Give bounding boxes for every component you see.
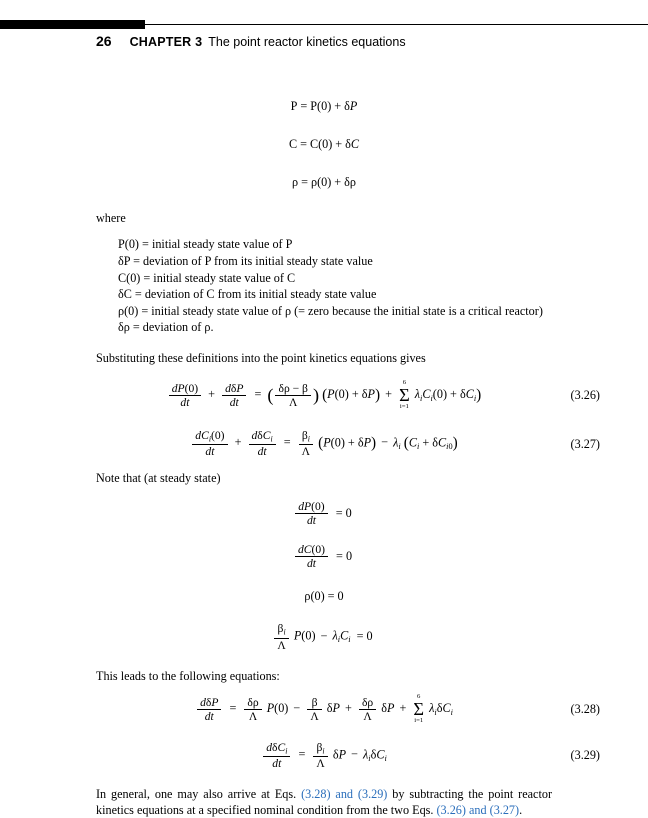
header-hairline [145,24,648,25]
equation-reference-link[interactable]: (3.28) and (3.29) [301,786,388,801]
equation-number: (3.27) [570,436,600,451]
closing-text-1: In general, one may also arrive at Eqs. [96,786,302,801]
note-line: Note that (at steady state) [96,471,221,486]
definition-item: P(0) = initial steady state value of P [118,237,293,252]
page-content [96,78,600,818]
equation-reference-link[interactable]: (3.26) and (3.27) [436,803,520,818]
equation-steady-rho: ρ(0) = 0 [304,589,344,604]
definition-item: δP = deviation of P from its initial steady state value [118,253,373,268]
closing-paragraph [96,786,552,818]
equation-number: (3.29) [570,748,600,763]
substituting-line: Substituting these definitions into the point kinetics equations gives [96,350,426,365]
running-header [96,33,616,49]
equation-c-split: C = C(0) + δC [288,137,360,152]
closing-text-2: by subtracting the point reactor kinetics equations at a specified nominal condition from the two Eqs. [96,786,553,818]
equation-steady-balance: $\frac{\beta_i}{\Lambda}$ $P(0) - \lambda_iC_i = 0$ [96,622,552,651]
equation-3-27: $\frac{dC_i(0)}{dt}$ + $\frac{d\delta C_i}{dt}$ = $\frac{\beta_i}{\Lambda}$ $(P(0) + \delta P) - \lambda_i$ $(C_i + \delta C_{i0})$ (3.27) [96,429,552,458]
equation-p-split: P = P(0) + δP [290,99,358,113]
definition-list [96,236,552,336]
equation-rho-split: ρ = ρ(0) + δρ [292,175,356,190]
chapter-label: CHAPTER 3 [129,35,203,49]
closing-text-3: . [519,803,523,818]
definition-item: δC = deviation of C from its initial steady state value [118,287,377,302]
where-label: where [96,211,126,226]
equation-steady-dc: $\frac{dC(0)}{dt}$ = 0 [96,543,552,570]
equation-3-28: $\frac{\text{dδP}}{dt}$ = $\frac{\delta\rho}{\Lambda}$ P(0) − $\frac{\beta}{\Lambda}$ δP + $\frac{\delta\rho}{\Lambda}$ δP + 6 Σ i=1 $\lambda_i\delta C_i$ (3.28) [96,694,552,725]
page-number: 26 [96,33,112,49]
equation-steady-dp: $\frac{dP(0)}{dt}$ = 0 [96,500,552,527]
header-black-rule [0,20,145,29]
equation-3-26: $\frac{dP(0)}{dt}$ + $\frac{\text{dδP}}{dt}$ = ( $\frac{\delta\rho - \beta}{\Lambda}$ ) (P(0) + δP) + 6 Σ i=1 $\lambda_iC_i(0) + \delta C_i$) (3.26) [96,380,552,411]
equation-3-29: $\frac{d\delta C_i}{dt}$ = $\frac{\beta_i}{\Lambda}$ $\delta P - \lambda_i\delta C_i$ (3.29) [96,741,552,770]
definition-item: ρ(0) = initial steady state value of ρ (= zero because the initial state is a critical reactor) [118,303,543,318]
equation-number: (3.26) [570,388,600,403]
definition-item: C(0) = initial steady state value of C [118,270,296,285]
chapter-title: The point reactor kinetics equations [208,35,406,49]
definition-item: δρ = deviation of ρ. [118,320,214,335]
equation-number: (3.28) [570,702,600,717]
leads-line: This leads to the following equations: [96,668,280,683]
